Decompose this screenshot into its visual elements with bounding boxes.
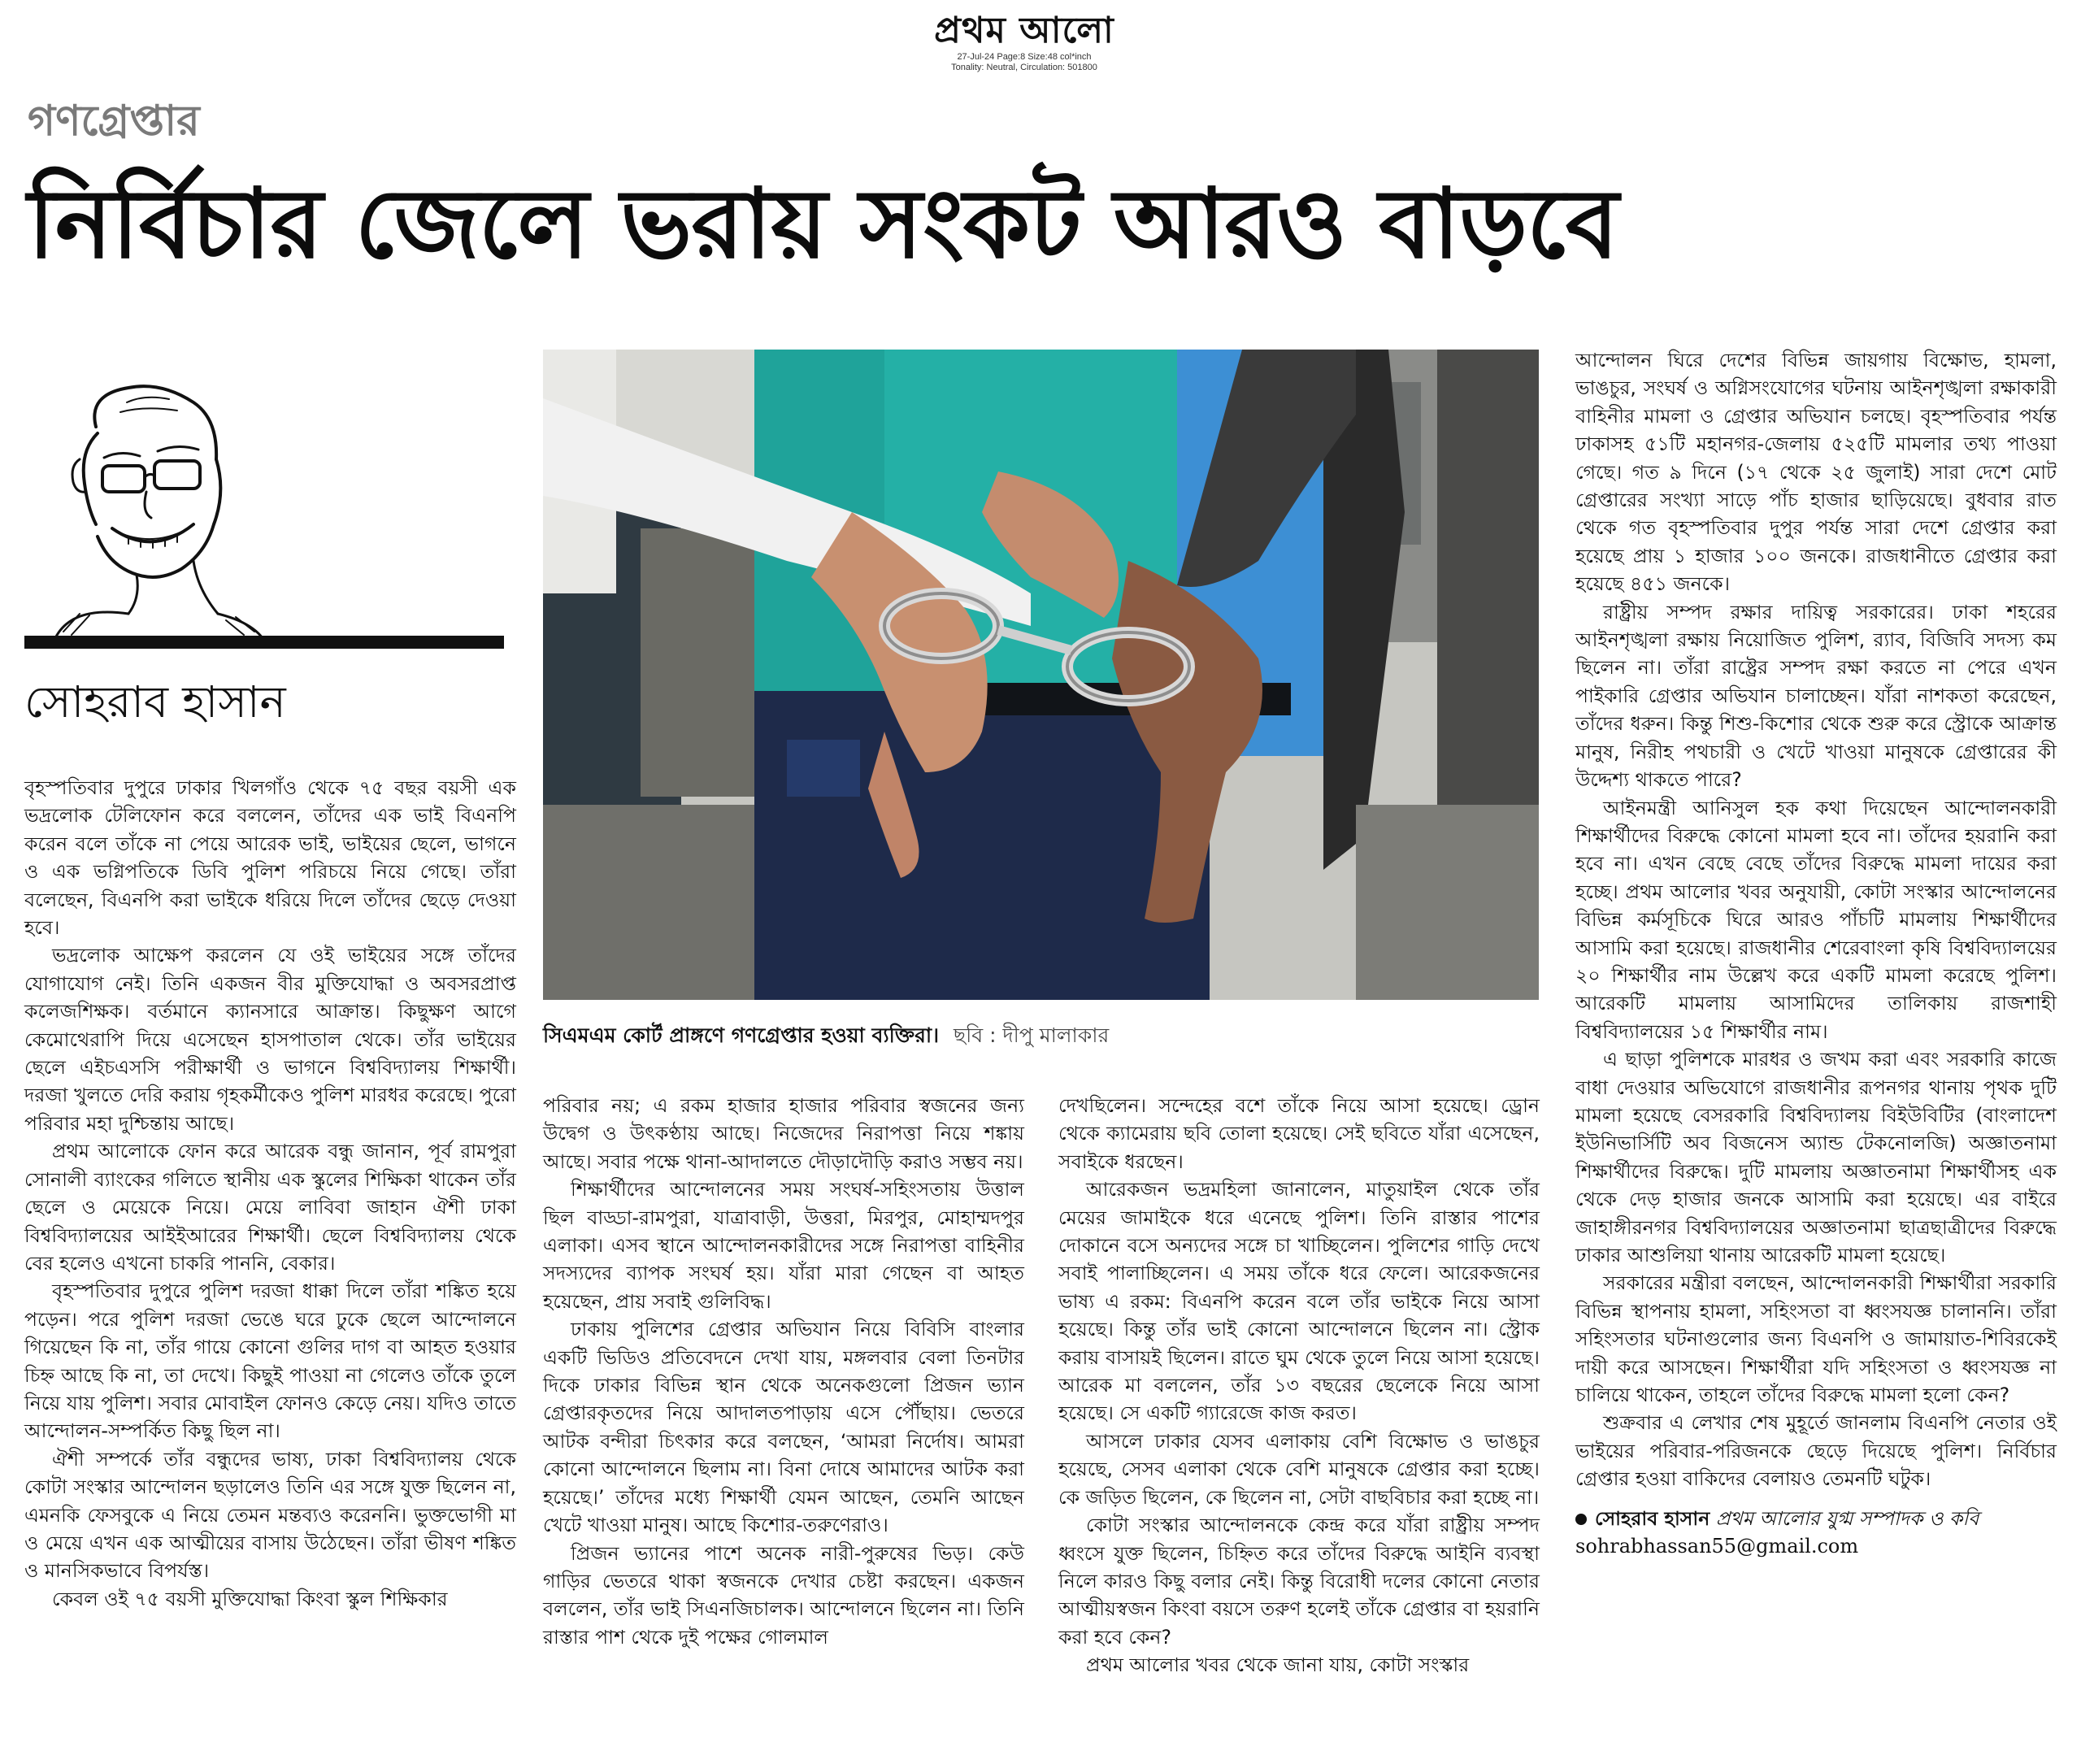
article-byline: সোহরাব হাসান [24,676,286,728]
article-headline: নির্বিচার জেলে ভরায় সংকট আরও বাড়বে [28,167,1618,280]
paragraph: আসলে ঢাকার যেসব এলাকায় বেশি বিক্ষোভ ও ভাঙচুর হয়েছে, সেসব এলাকা থেকে বেশি মানুষকে গ্রেপ্তার করা হচ্ছে। কে জড়িত ছিলেন, কে ছিলেন না, সেটা বাছবিচার করা হচ্ছে না। [1058,1429,1540,1509]
paragraph: পরিবার নয়; এ রকম হাজার হাজার পরিবার স্বজনের জন্য উদ্বেগ ও উৎকণ্ঠায় আছে। নিজেদের নিরাপত্তা নিয়ে শঙ্কায় আছে। সবার পক্ষে থানা-আদালতে দৌড়াদৌড়ি করাও সম্ভব নয়। [543,1094,1024,1173]
paragraph: কেবল ওই ৭৫ বয়সী মুক্তিযোদ্ধা কিংবা স্কুল শিক্ষিকার [52,1587,448,1610]
paragraph: এ ছাড়া পুলিশকে মারধর ও জখম করা এবং সরকারি কাজে বাধা দেওয়ার অভিযোগে রাজধানীর রূপনগর থানায় পৃথক দুটি মামলা হয়েছে বেসরকারি বিশ্ববিদ্যালয় বিইউবিটির (বাংলাদেশ ইউনিভার্সিটি অব বিজনেস অ্যান্ড টেকনোলজি) অজ্ঞাতনামা শিক্ষার্থীদের বিরুদ্ধে। দুটি মামলায় অজ্ঞাতনামা শিক্ষার্থীসহ এক থেকে দেড় হাজার জনকে আসামি করা হয়েছে। এর বাইরে জাহাঙ্গীরনগর বিশ্ববিদ্যালয়ের অজ্ঞাতনামা ছাত্রছাত্রীদের বিরুদ্ধে ঢাকার আশুলিয়া থানায় আরেকটি মামলা হয়েছে। [1575,1048,2057,1267]
paragraph: শুক্রবার এ লেখার শেষ মুহূর্তে জানলাম বিএনপি নেতার ওই ভাইয়ের পরিবার-পরিজনকে ছেড়ে দিয়েছে পুলিশ। নির্বিচার গ্রেপ্তার হওয়া বাকিদের বেলায়ও তেমনটি ঘটুক। [1575,1411,2057,1491]
newspaper-logo-text: প্রথম আলো [934,10,1114,51]
paragraph: ভদ্রলোক আক্ষেপ করলেন যে ওই ভাইয়ের সঙ্গে তাঁদের যোগাযোগ নেই। তিনি একজন বীর মুক্তিযোদ্ধা ও অবসরপ্রাপ্ত কলেজশিক্ষক। বর্তমানে ক্যানসারে আক্রান্ত। কিছুক্ষণ আগে কেমোথেরাপি দিয়ে এসেছেন হাসপাতাল থেকে। তাঁর ভাইয়ের ছেলে এইচএসসি পরীক্ষার্থী ও ভাগনে বিশ্ববিদ্যালয় শিক্ষার্থী। দরজা খুলতে দেরি করায় গৃহকর্মীকেও পুলিশ মারধর করেছে। পুরো পরিবার মহা দুশ্চিন্তায় আছে। [24,944,516,1135]
article-column-2 [543,1092,1024,1651]
paragraph: সরকারের মন্ত্রীরা বলছেন, আন্দোলনকারী শিক্ষার্থীরা সরকারি বিভিন্ন স্থাপনায় হামলা, সহিংসতা বা ধ্বংসযজ্ঞ চালাননি। তাঁরা সহিংসতার ঘটনাগুলোর জন্য বিএনপি ও জামায়াত-শিবিরকেই দায়ী করে আসছেন। শিক্ষার্থীরা যদি সহিংসতা ও ধ্বংসযজ্ঞ না চালিয়ে থাকেন, তাহলে তাঁদের বিরুদ্ধে মামলা হলো কেন? [1575,1271,2057,1407]
paragraph: প্রথম আলোর খবর থেকে জানা যায়, কোটা সংস্কার [1086,1653,1470,1677]
author-divider-rule [24,636,504,649]
paragraph: বৃহস্পতিবার দুপুরে ঢাকার খিলগাঁও থেকে ৭৫ বছর বয়সী এক ভদ্রলোক টেলিফোন করে বললেন, তাঁদের এক ভাই বিএনপি করেন বলে তাঁকে না পেয়ে আরেক ভাই, ভাইয়ের ছেলে, ভাগনে ও এক ভগ্নিপতিকে ডিবি পুলিশ পরিচয়ে নিয়ে গেছে। তাঁরা বলেছেন, বিএনপি করা ভাইকে ধরিয়ে দিলে তাঁদের ছেড়ে দেওয়া হবে। [24,776,516,940]
paragraph: ঢাকায় পুলিশের গ্রেপ্তার অভিযান নিয়ে বিবিসি বাংলার একটি ভিডিও প্রতিবেদনে দেখা যায়, মঙ্গলবার বেলা তিনটার দিকে ঢাকার বিভিন্ন স্থান থেকে অনেকগুলো প্রিজন ভ্যান গ্রেপ্তারকৃতদের নিয়ে আদালতপাড়ায় এসে পৌঁছায়। ভেতরে আটক বন্দীরা চিৎকার করে বলছেন, ‘আমরা নির্দোষ। আমরা কোনো আন্দোলনে ছিলাম না। বিনা দোষে আমাদের আটক করা হয়েছে।’ তাঁদের মধ্যে শিক্ষার্থী যেমন আছেন, তেমনি আছেন খেটে খাওয়া মানুষ। আছে কিশোর-তরুণেরাও। [543,1318,1024,1537]
signature-role: প্রথম আলোর যুগ্ম সম্পাদক ও কবি [1715,1506,1979,1530]
paragraph: আরেকজন ভদ্রমহিলা জানালেন, মাতুয়াইল থেকে তাঁর মেয়ের জামাইকে ধরে এনেছে পুলিশ। তিনি রাস্তার পাশের দোকানে বসে অন্যদের সঙ্গে চা খাচ্ছিলেন। পুলিশের গাড়ি দেখে সবাই পালাচ্ছিলেন। এ সময় তাঁকে ধরে ফেলে। আরেকজনের ভাষ্য এ রকম: বিএনপি করেন বলে তাঁর ভাইকে নিয়ে আসা হয়েছে। কিন্তু তাঁর ভাই কোনো আন্দোলনে ছিলেন না। স্ট্রোক করায় বাসায়ই ছিলেন। রাতে ঘুম থেকে তুলে নিয়ে আসা হয়েছে। আরেক মা বললেন, তাঁর ১৩ বছরের ছেলেকে নিয়ে আসা হয়েছে। সে একটি গ্যারেজে কাজ করত। [1058,1178,1540,1425]
newspaper-logo [878,10,1171,52]
photo-caption-text: সিএমএম কোর্ট প্রাঙ্গণে গণগ্রেপ্তার হওয়া ব্যক্তিরা। [543,1023,940,1047]
bullet-icon [1575,1514,1587,1525]
masthead [878,10,1171,73]
paragraph: কোটা সংস্কার আন্দোলনকে কেন্দ্র করে যাঁরা রাষ্ট্রীয় সম্পদ ধ্বংসে যুক্ত ছিলেন, চিহ্নিত করে তাঁদের বিরুদ্ধে আইনি ব্যবস্থা নিলে কারও কিছু বলার নেই। কিন্তু বিরোধী দলের কোনো নেতার আত্মীয়স্বজন কিংবা বয়সে তরুণ হলেই তাঁকে গ্রেপ্তার বা হয়রানি করা হবে কেন? [1058,1514,1540,1649]
paragraph: আন্দোলন ঘিরে দেশের বিভিন্ন জায়গায় বিক্ষোভ, হামলা, ভাঙচুর, সংঘর্ষ ও অগ্নিসংযোগের ঘটনায় আইনশৃঙ্খলা রক্ষাকারী বাহিনীর মামলা ও গ্রেপ্তার অভিযান চলছে। বৃহস্পতিবার পর্যন্ত ঢাকাসহ ৫১টি মহানগর-জেলায় ৫২৫টি মামলার তথ্য পাওয়া গেছে। গত ৯ দিনে (১৭ থেকে ২৫ জুলাই) সারা দেশে মোট গ্রেপ্তারের সংখ্যা সাড়ে পাঁচ হাজার ছাড়িয়েছে। বুধবার রাত থেকে গত বৃহস্পতিবার দুপুর পর্যন্ত সারা দেশে গ্রেপ্তার করা হয়েছে প্রায় ১ হাজার ১০০ জনকে। রাজধানীতে গ্রেপ্তার করা হয়েছে ৪৫১ জনকে। [1575,349,2057,596]
author-portrait-illustration [31,370,267,638]
article-kicker: গণগ্রেপ্তার [28,97,200,146]
article-column-1 [24,774,516,1613]
article-column-4 [1575,346,2057,1560]
paragraph: দেখছিলেন। সন্দেহের বশে তাঁকে নিয়ে আসা হয়েছে। ড্রোন থেকে ক্যামেরায় ছবি তোলা হয়েছে। সেই ছবিতে যাঁরা এসেছেন, সবাইকে ধরছেন। [1058,1094,1540,1173]
clipping-meta-line1: 27-Jul-24 Page:8 Size:48 col*inch [957,52,1092,62]
article-column-3 [1058,1092,1540,1679]
handcuffed-arrest-photo [543,350,1539,1000]
photo-caption [543,1019,1539,1054]
author-email: sohrabhassan55@gmail.com [1575,1535,1859,1558]
paragraph: প্রিজন ভ্যানের পাশে অনেক নারী-পুরুষের ভিড়। কেউ গাড়ির ভেতরে থাকা স্বজনকে দেখার চেষ্টা করছেন। একজন বললেন, তাঁর ভাই সিএনজিচালক। আন্দোলনে ছিলেন না। তিনি রাস্তার পাশ থেকে দুই পক্ষের গোলমাল [543,1541,1024,1649]
paragraph: বৃহস্পতিবার দুপুরে পুলিশ দরজা ধাক্কা দিলে তাঁরা শঙ্কিত হয়ে পড়েন। পরে পুলিশ দরজা ভেঙে ঘরে ঢুকে ছেলে আন্দোলনে গিয়েছেন কি না, তাঁর গায়ে কোনো গুলির দাগ বা আহত হওয়ার চিহ্ন আছে কি না, তা দেখে। কিছুই পাওয়া না গেলেও তাঁকে তুলে নিয়ে যায় পুলিশ। সবার মোবাইল ফোনও কেড়ে নেয়। যদিও তাতে আন্দোলন-সম্পর্কিত কিছু ছিল না। [24,1280,516,1443]
paragraph: প্রথম আলোকে ফোন করে আরেক বন্ধু জানান, পূর্ব রামপুরা সোনালী ব্যাংকের গলিতে স্থানীয় এক স্কুলের শিক্ষিকা থাকেন তাঁর ছেলে ও মেয়েকে নিয়ে। মেয়ে লাবিবা জাহান ঐশী ঢাকা বিশ্ববিদ্যালয়ের আইইআরের শিক্ষার্থী। ছেলে বিশ্ববিদ্যালয় থেকে বের হলেও এখনো চাকরি পাননি, বেকার। [24,1140,516,1275]
photo-credit: ছবি : দীপু মালাকার [953,1023,1110,1047]
paragraph: শিক্ষার্থীদের আন্দোলনের সময় সংঘর্ষ-সহিংসতায় উত্তাল ছিল বাড্ডা-রামপুরা, যাত্রাবাড়ী, উত্তরা, মিরপুর, মোহাম্মদপুর এলাকা। এসব স্থানে আন্দোলনকারীদের সঙ্গে নিরাপত্তা বাহিনীর সদস্যদের ব্যাপক সংঘর্ষ হয়। যাঁরা মারা গেছেন বা আহত হয়েছেন, প্রায় সবাই গুলিবিদ্ধ। [543,1178,1024,1313]
paragraph: আইনমন্ত্রী আনিসুল হক কথা দিয়েছেন আন্দোলনকারী শিক্ষার্থীদের বিরুদ্ধে কোনো মামলা হবে না। তাঁদের হয়রানি করা হবে না। এখন বেছে বেছে তাঁদের বিরুদ্ধে মামলা দায়ের করা হচ্ছে। প্রথম আলোর খবর অনুযায়ী, কোটা সংস্কার আন্দোলনের বিভিন্ন কর্মসূচিকে ঘিরে আরও পাঁচটি মামলায় শিক্ষার্থীদের আসামি করা হয়েছে। রাজধানীর শেরেবাংলা কৃষি বিশ্ববিদ্যালয়ের ২০ শিক্ষার্থীর নাম উল্লেখ করে একটি মামলা করেছে পুলিশ। আরেকটি মামলায় আসামিদের তালিকায় রাজশাহী বিশ্ববিদ্যালয়ের ১৫ শিক্ষার্থীর নাম। [1575,796,2057,1043]
signature-name: সোহরাব হাসান [1595,1506,1710,1530]
author-signature [1575,1505,2057,1532]
clipping-meta-line2: Tonality: Neutral, Circulation: 501800 [951,63,1097,72]
paragraph: ঐশী সম্পর্কে তাঁর বন্ধুদের ভাষ্য, ঢাকা বিশ্ববিদ্যালয় থেকে কোটা সংস্কার আন্দোলন ছড়ালেও তিনি এর সঙ্গে যুক্ত ছিলেন না, এমনকি ফেসবুকে এ নিয়ে তেমন মন্তব্যও করেননি। ভুক্তভোগী মা ও মেয়ে এখন এক আত্মীয়ের বাসায় উঠেছেন। তাঁরা ভীষণ শঙ্কিত ও মানসিকভাবে বিপর্যস্ত। [24,1447,516,1583]
paragraph: রাষ্ট্রীয় সম্পদ রক্ষার দায়িত্ব সরকারের। ঢাকা শহরের আইনশৃঙ্খলা রক্ষায় নিয়োজিত পুলিশ, র‍্যাব, বিজিবি সদস্য কম ছিলেন না। তাঁরা রাষ্ট্রের সম্পদ রক্ষা করতে না পেরে এখন পাইকারি গ্রেপ্তার অভিযান চালাচ্ছেন। যাঁরা নাশকতা করেছেন, তাঁদের ধরুন। কিন্তু শিশু-কিশোর থেকে শুরু করে স্ট্রোকে আক্রান্ত মানুষ, নিরীহ পথচারী ও খেটে খাওয়া মানুষকে গ্রেপ্তারের কী উদ্দেশ্য থাকতে পারে? [1575,600,2057,792]
